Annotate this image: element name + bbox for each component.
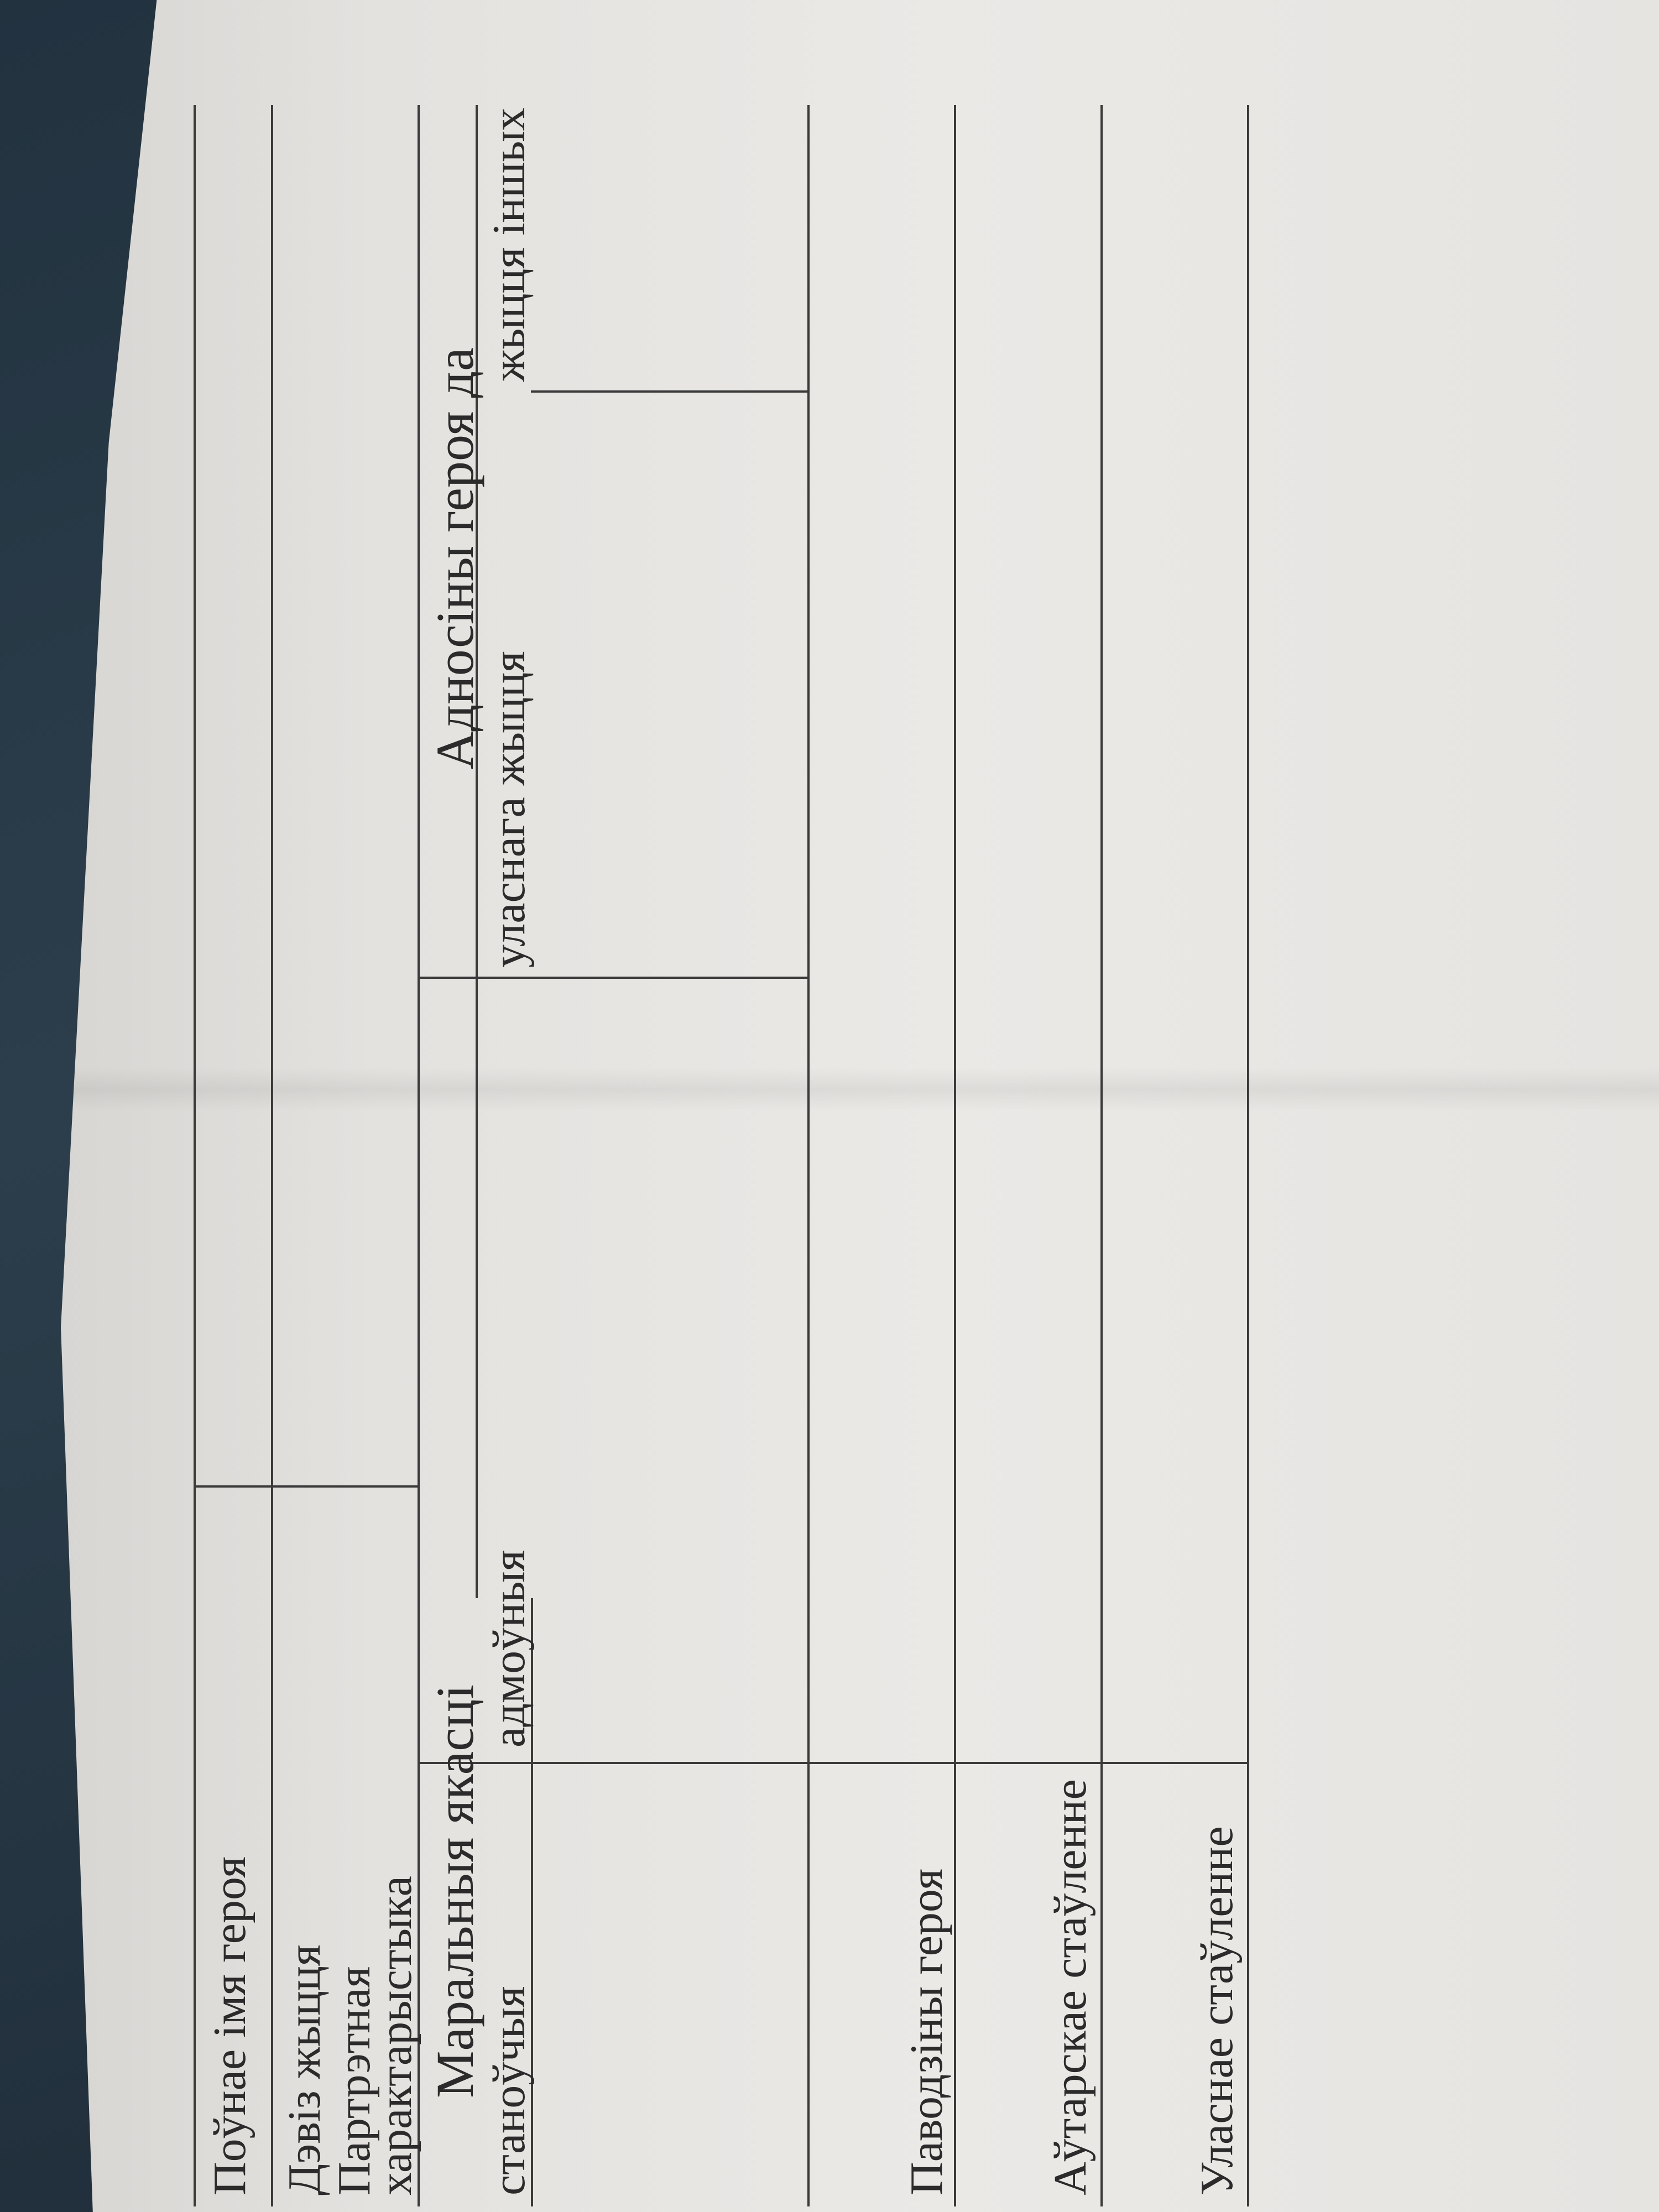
own-attitude-label: Уласнае стаўленне — [1191, 1826, 1243, 2195]
actions-label: Паводзіны героя — [901, 1869, 952, 2195]
table-line — [954, 105, 956, 2206]
table-line — [807, 105, 810, 2206]
full-name-label: Поўнае імя героя — [204, 1856, 255, 2195]
negative-qualities-label: адмоўныя — [483, 1550, 535, 1747]
table-line — [194, 105, 196, 2206]
life-motto-label: Дэвіз жыцця — [279, 1944, 330, 2195]
author-attitude-label: Аўтарскае стаўленне — [1045, 1779, 1096, 2195]
relations-header: Адносіны героя да — [425, 347, 484, 770]
character-analysis-table — [111, 105, 1438, 2206]
portrait-label-line2: характарыстыка — [370, 1876, 421, 2195]
table-line — [418, 977, 807, 979]
table-line — [418, 1762, 1247, 1764]
worksheet — [111, 105, 1438, 2206]
table-line — [194, 1485, 418, 1488]
table-line — [531, 390, 807, 393]
portrait-label-line1: Партрэтная — [328, 1966, 380, 2195]
table-line — [271, 105, 273, 2206]
table-line — [1100, 105, 1103, 2206]
table-line — [1247, 105, 1249, 2206]
others-life-label: жыцця іншых — [483, 107, 535, 382]
positive-qualities-label: станоўчыя — [483, 1986, 535, 2195]
own-life-label: уласнага жыцця — [483, 651, 535, 968]
moral-qualities-header: Маральныя якасці — [425, 1684, 484, 2098]
